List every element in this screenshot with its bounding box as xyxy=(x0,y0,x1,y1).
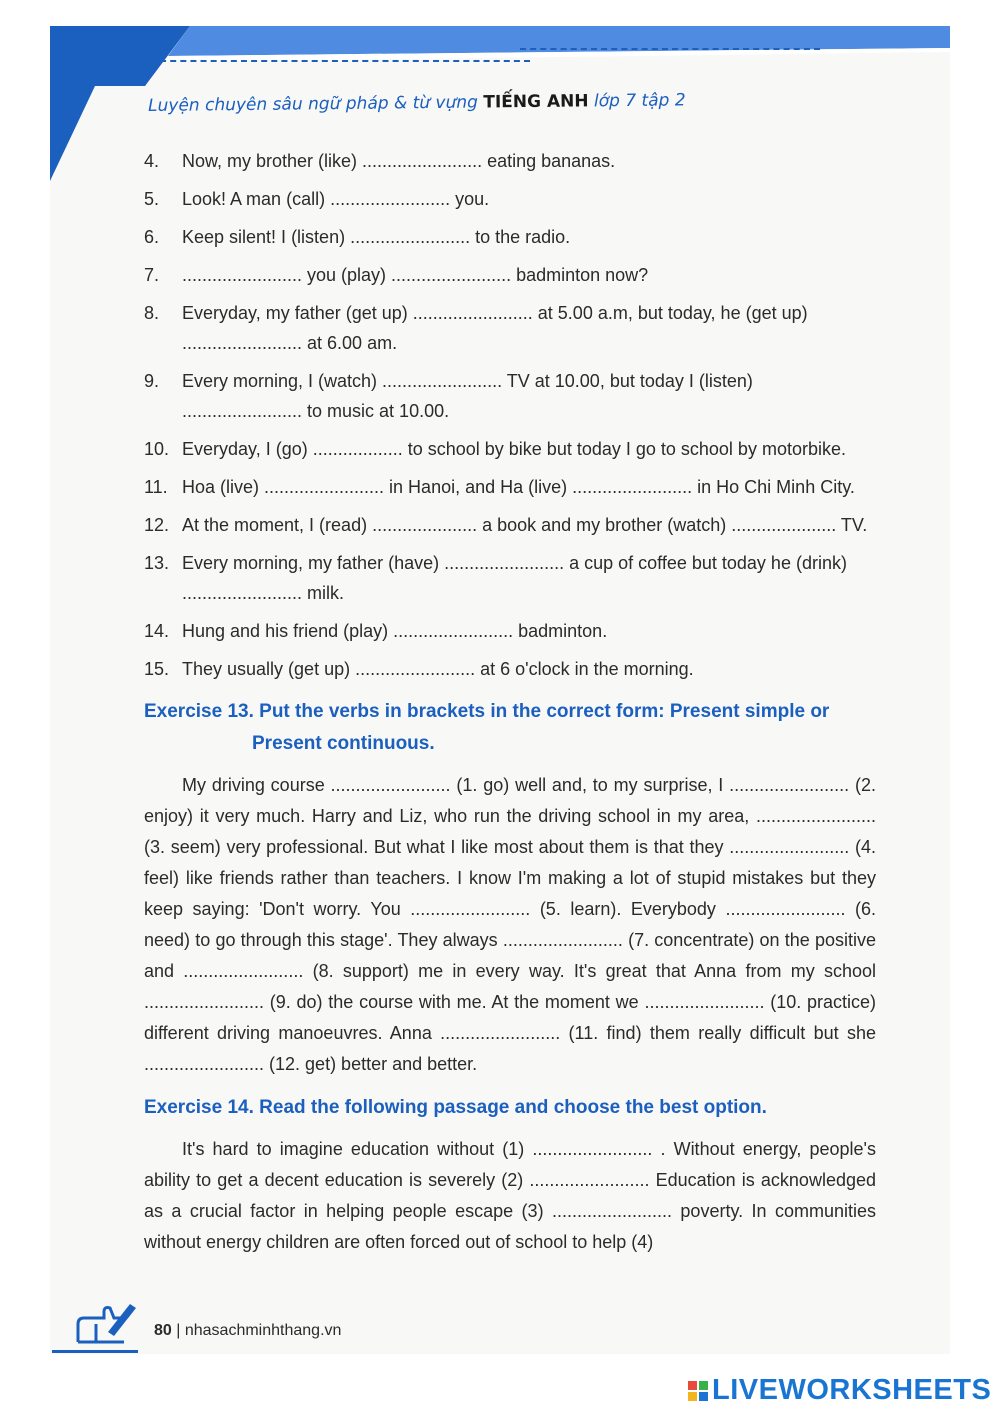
item-text: Everyday, I (go) .................. to school by bike but today I go to school by motorbike. xyxy=(182,439,846,459)
exercise-item xyxy=(144,510,876,540)
exercise-item xyxy=(144,222,876,252)
item-number: 6. xyxy=(144,227,160,247)
exercise-item xyxy=(144,146,876,176)
item-number: 12. xyxy=(144,515,170,535)
item-number: 8. xyxy=(144,303,160,323)
exercise-item xyxy=(144,434,876,464)
item-number: 14. xyxy=(144,621,170,641)
header-subject: TIẾNG ANH xyxy=(483,91,589,113)
item-number: 13. xyxy=(144,553,170,573)
exercise-item xyxy=(144,298,876,358)
publisher-site: nhasachminhthang.vn xyxy=(184,1322,342,1339)
exercise-item xyxy=(144,472,876,502)
exercise-13-title-line1: Exercise 13. Put the verbs in brackets in the correct form: Present simple or xyxy=(144,701,830,722)
exercise-item xyxy=(144,260,876,290)
item-text: Everyday, my father (get up) ........................ at 5.00 a.m, but today, he (get up) ........................ at 6.00 am. xyxy=(182,303,808,353)
exercise-item xyxy=(144,184,876,214)
header-band xyxy=(50,26,950,86)
exercise-14-passage: It's hard to imagine education without (1) ........................ . Without energy, people's ability to get a decent education is severely (2) ........................ Education is acknowledged as a crucial factor in helping people escape (3) ........................ poverty. In communities without energy children are often forced out of school to help (4) xyxy=(144,1139,876,1252)
exercise-item xyxy=(144,366,876,426)
exercise-item xyxy=(144,548,876,608)
item-number: 15. xyxy=(144,659,170,679)
item-number: 7. xyxy=(144,265,160,285)
item-text: Look! A man (call) ........................ you. xyxy=(182,189,490,209)
footer-separator: | xyxy=(176,1322,181,1339)
item-text: Keep silent! I (listen) ........................ to the radio. xyxy=(182,227,571,247)
item-text: ........................ you (play) ........................ badminton now? xyxy=(182,265,649,285)
exercise-13-title-line2: Present continuous. xyxy=(252,733,435,754)
exercise-item xyxy=(144,654,876,684)
liveworksheets-brand xyxy=(688,1374,991,1407)
header-suffix: lớp 7 tập 2 xyxy=(593,90,686,112)
liveworksheets-logo-icon xyxy=(688,1381,708,1401)
hand-writing-icon xyxy=(74,1298,140,1348)
item-text: They usually (get up) ........................ at 6 o'clock in the morning. xyxy=(182,659,694,679)
item-text: Every morning, my father (have) ........................ a cup of coffee but today he (drink) ........................ milk. xyxy=(182,553,847,603)
item-text: Hoa (live) ........................ in Hanoi, and Ha (live) ........................ in Ho Chi Minh City. xyxy=(182,477,855,497)
item-number: 4. xyxy=(144,151,160,171)
header-prefix: Luyện chuyên sâu ngữ pháp & từ vựng xyxy=(148,92,479,116)
header-dashed-line-right xyxy=(520,48,820,50)
item-text: Hung and his friend (play) ........................ badminton. xyxy=(182,621,608,641)
exercise-14-title: Exercise 14. Read the following passage and choose the best option. xyxy=(144,1097,767,1118)
page-footer xyxy=(154,1322,341,1340)
content xyxy=(144,146,876,1270)
brand-name: LIVEWORKSHEETS xyxy=(712,1374,992,1406)
item-text: Every morning, I (watch) ........................ TV at 10.00, but today I (listen) ........................ to music at 10.00. xyxy=(182,371,753,421)
exercise-item xyxy=(144,616,876,646)
item-number: 11. xyxy=(144,477,168,497)
item-number: 10. xyxy=(144,439,170,459)
exercise-13-title xyxy=(144,696,876,760)
header-dashed-line xyxy=(150,60,530,62)
exercise-13-passage: My driving course ........................ (1. go) well and, to my surprise, I ........................ (2. enjoy) it very much. Harry and Liz, who run the driving school in my area, ........................ (3. seem) very professional. But what I like most about them is that they ........................ (4. feel) like friends rather than teachers. I know I'm making a lot of stupid mistakes but they keep saying: 'Don't worry. You ........................ (5. learn). Everybody ........................ (6. need) to go through this stage'. They always ........................ (7. concentrate) on the positive and ........................ (8. support) me in every way. It's great that Anna from my school ........................ (9. do) the course with me. At the moment we ........................ (10. practice) different driving manoeuvres. Anna ........................ (11. find) them really difficult but she ........................ (12. get) better and better. xyxy=(144,775,876,1074)
item-number: 9. xyxy=(144,371,160,391)
item-text: Now, my brother (like) ........................ eating bananas. xyxy=(182,151,616,171)
footer-rule xyxy=(52,1350,138,1353)
item-number: 5. xyxy=(144,189,160,209)
page-number: 80 xyxy=(154,1322,172,1339)
item-text: At the moment, I (read) ..................... a book and my brother (watch) ..................... TV. xyxy=(182,515,868,535)
